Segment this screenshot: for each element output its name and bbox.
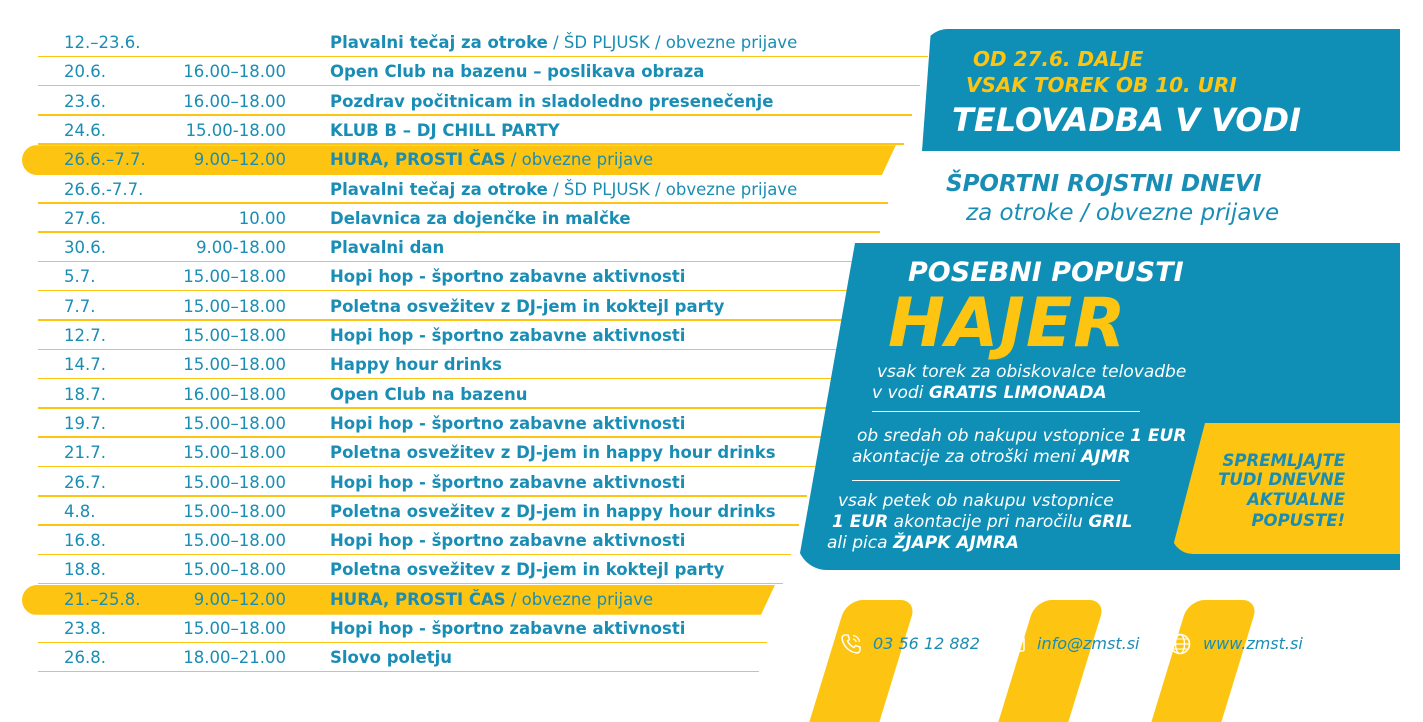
event-time: 15.00–18.00: [183, 267, 286, 287]
event-time: 9.00-18.00: [196, 238, 286, 258]
event-time: 15.00–18.00: [183, 326, 286, 345]
event-title: [330, 531, 685, 551]
event-date: 21.7.: [64, 443, 106, 463]
event-note: / obvezne prijave: [505, 589, 654, 609]
schedule-row: [0, 87, 912, 116]
decor-stripe: [998, 600, 1105, 722]
schedule-row: [0, 321, 848, 350]
event-name: Poletna osvežitev z DJ-jem in happy hour drinks: [330, 443, 776, 463]
event-name: Hopi hop - športno zabavne aktivnosti: [330, 413, 686, 433]
follow-line-4: POPUSTE!: [1251, 511, 1345, 530]
event-time: 15.00–18.00: [183, 413, 286, 433]
event-title: [330, 590, 653, 610]
schedule-row: [0, 643, 759, 672]
discount-divider: [852, 480, 1120, 481]
event-date: 26.8.: [64, 648, 106, 668]
decor-stripe: [1151, 600, 1258, 722]
website-link[interactable]: www.zmst.si: [1203, 634, 1303, 653]
event-time: 15.00–18.00: [183, 296, 286, 316]
event-note: / ŠD PLJUSK / obvezne prijave: [547, 33, 798, 52]
event-name: Hopi hop - športno zabavne aktivnosti: [330, 472, 686, 492]
schedule-row: [0, 438, 815, 467]
event-name: Hopi hop - športno zabavne aktivnosti: [330, 531, 686, 551]
schedule-row: [0, 526, 791, 555]
event-name: HURA, PROSTI ČAS: [330, 150, 506, 170]
event-name: Poletna osvežitev z DJ-jem in happy hour drinks: [330, 501, 776, 521]
schedule-row: [0, 497, 799, 526]
event-title: [330, 326, 685, 346]
event-date: 23.8.: [64, 619, 106, 638]
event-time: 16.00–18.00: [183, 91, 286, 111]
follow-line-3: AKTUALNE: [1247, 490, 1345, 509]
event-time: 9.00–12.00: [193, 589, 286, 609]
discount-divider: [872, 411, 1140, 412]
globe-icon: [1168, 632, 1192, 656]
event-date: 20.6.: [64, 62, 106, 82]
event-title: [330, 62, 704, 82]
event-time: 15.00–18.00: [183, 355, 286, 375]
event-time: 15.00-18.00: [185, 120, 286, 140]
envelope-icon: [1002, 632, 1026, 656]
event-title: [330, 443, 776, 463]
event-date: 26.6.-7.7.: [64, 179, 144, 199]
hajer-logo: HAJER: [888, 284, 1127, 363]
event-date: 5.7.: [64, 267, 96, 287]
follow-line-1: SPREMLJAJTE: [1222, 451, 1345, 470]
discount-friday-line1: vsak petek ob nakupu vstopnice: [838, 491, 1114, 511]
event-name: Plavalni tečaj za otroke: [330, 179, 548, 199]
schedule-row: [0, 292, 856, 321]
event-date: 12.7.: [64, 326, 106, 345]
event-title: [330, 209, 631, 229]
event-date: 14.7.: [64, 355, 106, 375]
event-title: [330, 355, 502, 375]
event-date: 7.7.: [64, 296, 96, 316]
event-name: Slovo poletju: [330, 648, 452, 668]
event-title: [330, 150, 653, 170]
schedule-row: [0, 28, 928, 57]
event-date: 18.7.: [64, 384, 106, 404]
event-date: 18.8.: [64, 560, 106, 580]
event-title: [330, 267, 685, 287]
event-date: 30.6.: [64, 238, 106, 258]
event-name: Hopi hop - športno zabavne aktivnosti: [330, 619, 686, 638]
event-title: [330, 92, 773, 112]
discount-friday-line2: 1 EUR akontacije pri naročilu GRIL: [832, 512, 1133, 532]
schedule-row: [0, 175, 888, 204]
event-date: 16.8.: [64, 531, 106, 551]
aqua-gym-start: OD 27.6. DALJE: [973, 47, 1144, 71]
event-title: [330, 385, 527, 405]
event-title: [330, 238, 444, 258]
event-title: [330, 648, 452, 668]
event-title: [330, 180, 797, 200]
event-name: Plavalni dan: [330, 238, 445, 258]
schedule-row: [0, 409, 823, 438]
schedule-row: [0, 116, 904, 145]
event-title: [330, 33, 797, 53]
birthdays-title: ŠPORTNI ROJSTNI DNEVI: [946, 171, 1262, 197]
birthdays-subtitle: za otroke / obvezne prijave: [966, 200, 1280, 226]
event-note: / ŠD PLJUSK / obvezne prijave: [547, 179, 798, 199]
event-name: Hopi hop - športno zabavne aktivnosti: [330, 326, 686, 345]
event-time: 15.00–18.00: [183, 619, 286, 638]
event-name: Delavnica za dojenčke in malčke: [330, 208, 631, 228]
aqua-gym-title: TELOVADBA V VODI: [952, 101, 1301, 139]
event-name: Happy hour drinks: [330, 355, 502, 375]
event-title: [330, 414, 685, 434]
event-date: 24.6.: [64, 120, 106, 140]
row-divider: [38, 671, 759, 673]
schedule-row: [0, 555, 783, 584]
event-date: 21.–25.8.: [64, 589, 141, 609]
event-date: 4.8.: [64, 501, 96, 521]
schedule-row: [0, 262, 864, 291]
discount-wednesday-line1: ob sredah ob nakupu vstopnice 1 EUR: [857, 426, 1187, 446]
event-name: Poletna osvežitev z DJ-jem in koktejl party: [330, 296, 725, 316]
schedule-row: [0, 350, 839, 379]
event-date: 23.6.: [64, 91, 106, 111]
follow-line-2: TUDI DNEVNE: [1218, 470, 1345, 489]
discount-tuesday-line1: vsak torek za obiskovalce telovadbe: [877, 362, 1187, 382]
event-title: [330, 473, 685, 493]
event-name: Hopi hop - športno zabavne aktivnosti: [330, 267, 686, 287]
event-time: 15.00–18.00: [183, 472, 286, 492]
event-title: [330, 619, 685, 639]
event-note: / obvezne prijave: [505, 150, 654, 170]
discount-wednesday-line2: akontacije za otroški meni AJMR: [852, 447, 1131, 467]
email-link[interactable]: info@zmst.si: [1037, 634, 1140, 653]
event-time: 10.00: [238, 208, 286, 228]
event-name: Open Club na bazenu – poslikava obraza: [330, 62, 705, 82]
event-name: KLUB B – DJ CHILL PARTY: [330, 120, 560, 140]
discount-friday-line3: ali pica ŽJAPK AJMRA: [827, 533, 1019, 553]
event-name: Poletna osvežitev z DJ-jem in koktejl party: [330, 560, 725, 580]
schedule-row: [0, 204, 880, 233]
event-name: Plavalni tečaj za otroke: [330, 33, 548, 52]
event-time: 15.00–18.00: [183, 531, 286, 551]
event-date: 26.6.–7.7.: [64, 150, 146, 170]
event-date: 27.6.: [64, 208, 106, 228]
event-date: 12.–23.6.: [64, 33, 141, 52]
discount-tuesday-line2: v vodi GRATIS LIMONADA: [872, 383, 1107, 403]
event-time: 15.00–18.00: [183, 560, 286, 580]
event-time: 16.00–18.00: [183, 62, 286, 82]
event-time: 15.00–18.00: [183, 443, 286, 463]
event-time: 15.00–18.00: [183, 501, 286, 521]
schedule-row: [0, 380, 831, 409]
schedule-row: [0, 585, 775, 614]
aqua-gym-schedule: VSAK TOREK OB 10. URI: [966, 73, 1237, 97]
discounts-heading: POSEBNI POPUSTI: [908, 257, 1184, 288]
event-name: Pozdrav počitnicam in sladoledno presenečenje: [330, 91, 774, 111]
event-time: 18.00–21.00: [183, 648, 286, 668]
schedule-row: [0, 57, 920, 86]
event-time: 16.00–18.00: [183, 384, 286, 404]
event-title: [330, 560, 724, 580]
schedule-row: [0, 614, 767, 643]
phone-icon: [839, 632, 863, 656]
event-title: [330, 297, 724, 317]
schedule-row: [0, 145, 896, 174]
event-date: 19.7.: [64, 413, 106, 433]
schedule-row: [0, 233, 872, 262]
event-name: Open Club na bazenu: [330, 384, 528, 404]
phone-link[interactable]: 03 56 12 882: [873, 634, 980, 653]
event-title: [330, 121, 560, 141]
schedule-row: [0, 468, 807, 497]
event-title: [330, 502, 776, 522]
event-date: 26.7.: [64, 472, 106, 492]
event-name: HURA, PROSTI ČAS: [330, 589, 506, 609]
event-time: 9.00–12.00: [193, 150, 286, 170]
